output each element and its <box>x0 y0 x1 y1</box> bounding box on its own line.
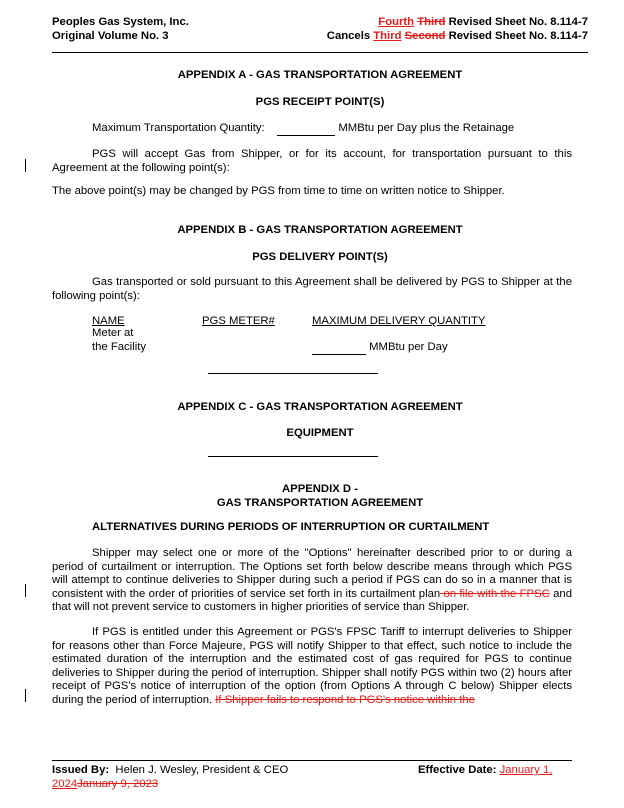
para2-main: If PGS is entitled under this Agreement or PGS's FPSC Tariff to interrupt deliveries to Shipper for reasons other than Force Majeure, PGS will notify Shipper to that effect, such notice to include the estimated duration of the interruption and the estimated cost of gas required for PGS to continue deliveries to Shipper during the period of interruption. Shipper shall notify PGS within two (2) hours after receipt of PGS's notice of interruption of the option (from Options A through C below) Shipper elects during the period of interruption. <box>52 626 572 706</box>
issued-name: Helen J. Wesley, President & CEO <box>109 764 289 776</box>
cancels-sheet <box>268 30 588 44</box>
mtq-label: Maximum Transportation Quantity: <box>92 122 265 134</box>
appendix-b-para1 <box>52 276 572 303</box>
change-bar <box>25 584 26 597</box>
appendix-c-title: APPENDIX C - GAS TRANSPORTATION AGREEMENT <box>177 401 463 413</box>
delivery-name-line1: Meter at <box>92 327 134 339</box>
change-bar <box>25 159 26 172</box>
col-header-quantity: MAXIMUM DELIVERY QUANTITY <box>312 315 486 327</box>
issued-label: Issued By: <box>52 764 110 776</box>
appendix-b-subtitle: PGS DELIVERY POINT(S) <box>252 251 388 263</box>
appendix-a-para1 <box>52 148 572 175</box>
sheet-deleted: Third <box>417 16 446 28</box>
appendix-b-para1-text: Gas transported or sold pursuant to this Agreement shall be delivered by PGS to Shipper at the following point(s): <box>52 276 572 302</box>
issued-by <box>52 764 288 778</box>
para1-end: and that will not prevent service to customers in higher priorities of service than Shipper. <box>52 587 572 613</box>
effective-label: Effective Date: <box>418 764 500 776</box>
para1-main: Shipper may select one or more of the "Options" hereinafter described prior to or during a period of curtailment or interruption. The Options set forth below describe means through which PGS will attempt to continue deliveries to Shipper during such a period if PGS can do so in a manner that is consistent with the order of priorities of service set forth in its curtailment plan <box>52 547 572 600</box>
quantity-suffix: MMBtu per Day <box>369 341 448 353</box>
delivery-name-line2: the Facility <box>92 340 146 353</box>
cancels-inserted: Third <box>373 29 402 42</box>
appendix-d-title <box>52 483 588 510</box>
mtq-line <box>92 122 572 136</box>
sheet-rest: Revised Sheet No. 8.114-7 <box>445 16 588 28</box>
appendix-c-subtitle: EQUIPMENT <box>286 427 354 439</box>
change-bar <box>25 689 26 702</box>
mtq-blank <box>277 124 335 136</box>
cancels-rest: Revised Sheet No. 8.114-7 <box>445 29 588 42</box>
delivery-quantity <box>312 341 448 355</box>
quantity-blank <box>312 343 366 355</box>
company-name: Peoples Gas System, Inc. <box>52 16 189 28</box>
appendix-a-subtitle: PGS RECEIPT POINT(S) <box>255 96 385 108</box>
effective-date-line2 <box>52 778 158 792</box>
appendix-b-title: APPENDIX B - GAS TRANSPORTATION AGREEMENT <box>177 224 463 236</box>
appendix-a-title: APPENDIX A - GAS TRANSPORTATION AGREEMENT <box>177 69 463 81</box>
appendix-a-para2: The above point(s) may be changed by PGS from time to time on written notice to Shipper. <box>52 185 505 197</box>
effective-inserted-1: January 1, <box>499 764 553 776</box>
para1-deleted: on file with the FPSC <box>440 587 550 600</box>
section-rule-b <box>208 373 378 374</box>
footer-rule <box>52 760 572 761</box>
delivery-name <box>92 327 146 354</box>
header-right <box>268 16 588 43</box>
sheet-inserted: Fourth <box>378 16 415 28</box>
appendix-d-title-line1: APPENDIX D - <box>282 483 358 495</box>
col-header-name: NAME <box>92 315 125 327</box>
para2-deleted: If Shipper fails to respond to PGS's notice within the <box>215 693 475 706</box>
section-rule-c <box>208 456 378 457</box>
appendix-d-title-line2: GAS TRANSPORTATION AGREEMENT <box>216 496 424 509</box>
appendix-d-para2 <box>52 626 572 707</box>
appendix-d-heading: ALTERNATIVES DURING PERIODS OF INTERRUPTION OR CURTAILMENT <box>92 521 490 533</box>
col-header-meter: PGS METER# <box>202 315 275 327</box>
cancels-prefix: Cancels <box>326 29 374 42</box>
header-rule <box>52 52 588 53</box>
effective-deleted: January 9, 2023 <box>77 778 159 790</box>
sheet-number <box>268 16 588 30</box>
mtq-suffix: MMBtu per Day plus the Retainage <box>338 122 515 134</box>
appendix-a-para1-text: PGS will accept Gas from Shipper, or for its account, for transportation pursuant to this Agreement at the following point(s): <box>52 148 572 174</box>
appendix-d-para1 <box>52 547 572 615</box>
volume-label: Original Volume No. 3 <box>52 29 169 42</box>
effective-date <box>418 764 552 778</box>
cancels-deleted: Second <box>404 29 446 42</box>
effective-inserted-2: 2024 <box>52 778 78 790</box>
